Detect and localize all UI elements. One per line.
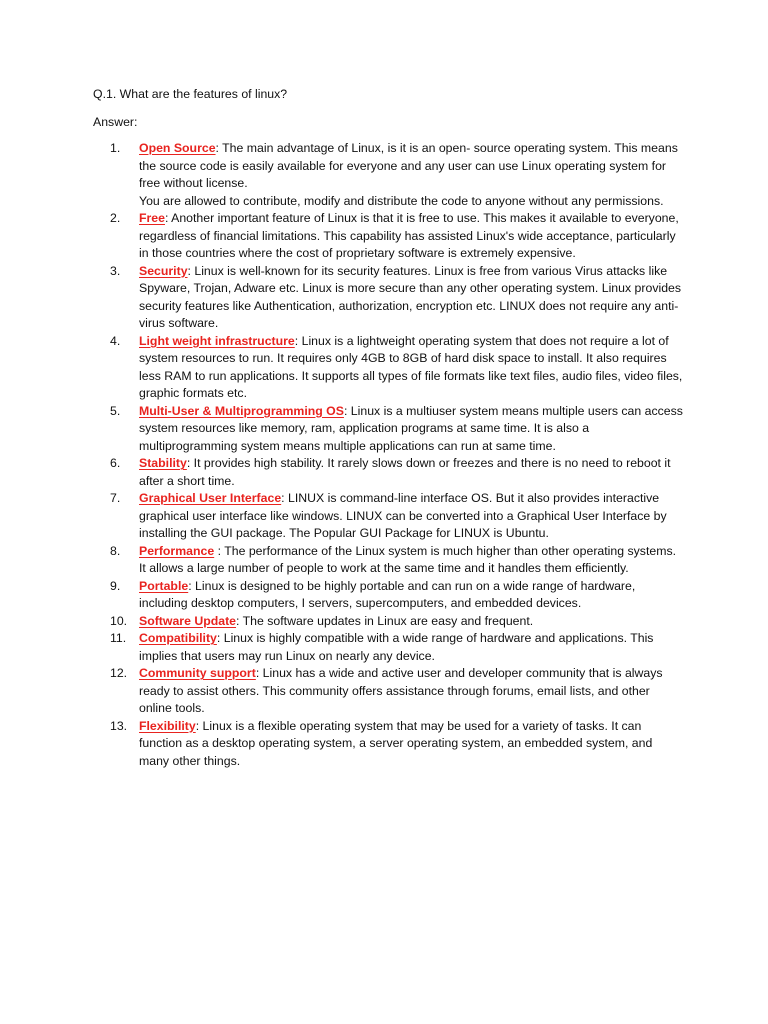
- feature-item-software-update: [93, 613, 683, 631]
- feature-description: : Linux is designed to be highly portable and can run on a wide range of hardware, including desktop computers, I servers, supercomputers, and embedded devices.: [139, 578, 636, 610]
- item-number: 4.: [110, 333, 121, 348]
- feature-description: : The software updates in Linux are easy and frequent.: [236, 613, 534, 628]
- feature-term: Light weight infrastructure: [139, 333, 295, 348]
- feature-term: Flexibility: [139, 718, 196, 733]
- feature-description: : Linux is well-known for its security features. Linux is free from various Virus attacks like Spyware, Trojan, Adware etc. Linux is more secure than any other operating system. Linux provides security features like Authentication, authorization, encryption etc. LINUX does not require any anti-virus software.: [139, 263, 682, 330]
- item-number: 5.: [110, 403, 121, 418]
- features-list: [93, 140, 683, 770]
- feature-item-performance: [93, 543, 683, 578]
- item-number: 13.: [110, 718, 128, 733]
- feature-term: Security: [139, 263, 188, 278]
- feature-description: : Linux is a multiuser system means multiple users can access system resources like memory, ram, application programs at same time. It is also a multiprogramming system means multiple applications can run at same time.: [139, 403, 683, 453]
- feature-item-free: [93, 210, 683, 263]
- feature-description: : It provides high stability. It rarely slows down or freezes and there is no need to reboot it after a short time.: [139, 456, 671, 488]
- feature-description: : The main advantage of Linux, is it is an open- source operating system. This means the source code is easily available for everyone and any user can use Linux operating system for free without license.: [139, 141, 678, 190]
- feature-description: : Linux is highly compatible with a wide range of hardware and applications. This implies that users may run Linux on nearly any device.: [139, 631, 654, 663]
- feature-description: : Linux is a lightweight operating system that does not require a lot of system resources to run. It requires only 4GB to 8GB of hard disk space to install. It also requires less RAM to run applications. It supports all types of file formats like text files, audio files, video files, graphic formats etc.: [139, 333, 683, 400]
- feature-item-portable: [93, 578, 683, 613]
- item-number: 12.: [110, 666, 128, 680]
- feature-description: : Another important feature of Linux is that it is free to use. This makes it available to everyone, regardless of financial limitations. This capability has assisted Linux's wide acceptance, particularly in those countries where the cost of proprietary software is extremely expensive.: [139, 211, 679, 260]
- feature-item-multi-user: [93, 403, 683, 456]
- feature-item-stability: [93, 455, 683, 490]
- feature-item-gui: [93, 490, 683, 543]
- feature-item-security: [93, 263, 683, 333]
- item-number: 2.: [110, 211, 121, 225]
- feature-item-open-source: [93, 140, 683, 210]
- feature-description: : Linux has a wide and active user and developer community that is always ready to assist others. This community offers assistance through forums, email lists, and other online tools.: [139, 666, 663, 715]
- document-content: [93, 86, 683, 770]
- feature-term: Stability: [139, 456, 187, 470]
- item-number: 8.: [110, 543, 121, 558]
- feature-extra-note: You are allowed to contribute, modify and distribute the code to anyone without any permissions.: [139, 193, 664, 208]
- item-number: 10.: [110, 613, 128, 628]
- item-number: 9.: [110, 578, 121, 593]
- feature-term: Free: [139, 211, 165, 225]
- feature-term: Portable: [139, 578, 189, 593]
- feature-term: Performance: [139, 543, 215, 558]
- item-number: 6.: [110, 456, 121, 470]
- feature-term: Multi-User & Multiprogramming OS: [139, 403, 344, 418]
- feature-term: Software Update: [139, 613, 237, 628]
- feature-item-compatibility: [93, 630, 683, 665]
- feature-item-light-weight: [93, 333, 683, 403]
- item-number: 11.: [110, 631, 127, 645]
- item-number: 1.: [110, 141, 121, 155]
- feature-description: : LINUX is command-line interface OS. But it also provides interactive graphical user interface like windows. LINUX can be converted into a Graphical User Interface by installing the GUI package. The Popular GUI Package for LINUX is Ubuntu.: [139, 491, 667, 540]
- feature-term: Compatibility: [139, 631, 217, 645]
- feature-term: Community support: [139, 666, 256, 680]
- feature-item-community-support: [93, 665, 683, 718]
- feature-term: Open Source: [139, 141, 216, 155]
- item-number: 3.: [110, 263, 121, 278]
- answer-label: Answer:: [93, 115, 138, 129]
- question-heading: Q.1. What are the features of linux?: [93, 87, 288, 101]
- feature-item-flexibility: [93, 718, 683, 771]
- feature-description: : The performance of the Linux system is much higher than other operating systems. It allows a large number of people to work at the same time and it handles them efficiently.: [139, 543, 677, 575]
- item-number: 7.: [110, 491, 121, 505]
- feature-term: Graphical User Interface: [139, 491, 282, 505]
- feature-description: : Linux is a flexible operating system that may be used for a variety of tasks. It can function as a desktop operating system, a server operating system, an embedded system, and many other things.: [139, 718, 653, 768]
